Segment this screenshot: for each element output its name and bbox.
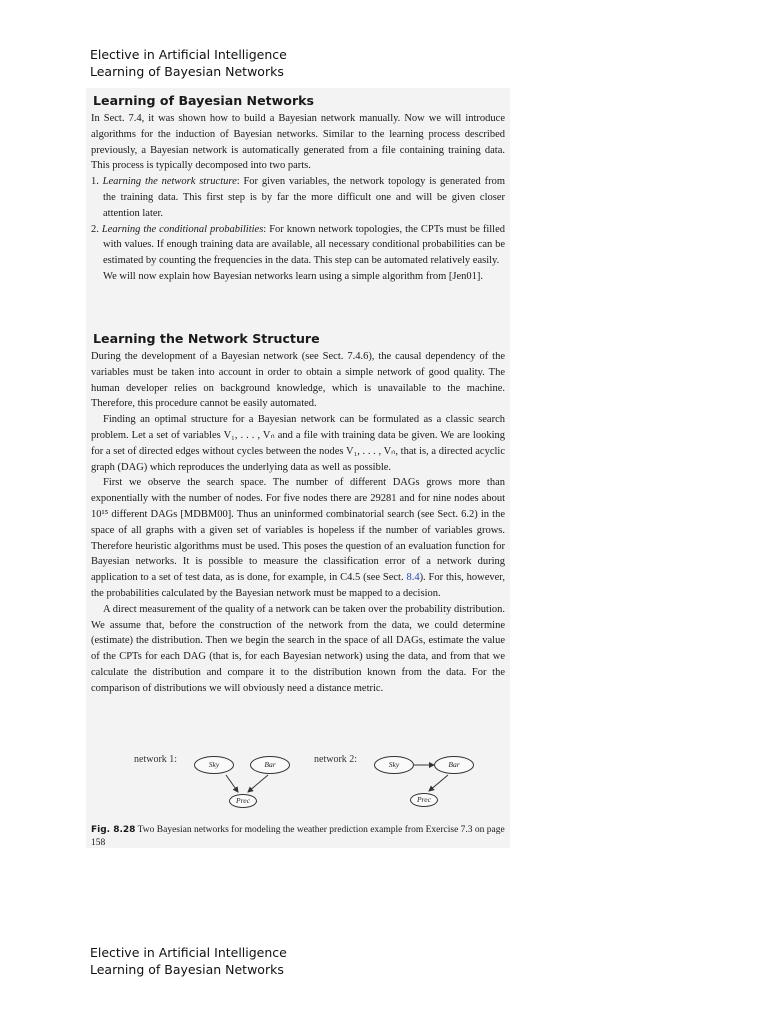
- net1-node-bar: Bar: [250, 756, 290, 774]
- list-item-2: [91, 222, 505, 269]
- net2-node-sky: Sky: [374, 756, 414, 774]
- edge-net1-sky-prec: [226, 775, 238, 792]
- section-2-body: [91, 349, 505, 697]
- section-link[interactable]: 8.4: [406, 572, 420, 584]
- list-item-1-text: : For given variables, the network topology is generated from the training data. This first step is by far the more difficult one and will be given closer attention later.: [103, 176, 505, 219]
- footer-line-2: Learning of Bayesian Networks: [90, 962, 284, 977]
- net1-node-prec: Prec: [229, 794, 257, 808]
- scanned-page: [86, 88, 510, 848]
- net2-node-bar: Bar: [434, 756, 474, 774]
- paragraph-4: A direct measurement of the quality of a network can be taken over the probability distribution. We assume that, before the construction of the network from the data, we could determine (estimate) the distribution. Then we begin the search in the space of all DAGs, estimate the value of the CPTs for each DAG (that is, for each Bayesian network) using the data, and from that we calculate the distribution and compare it to the distribution known from the data. For the comparison of distributions we will obviously need a distance metric.: [91, 603, 505, 694]
- paragraph-3: [91, 475, 505, 601]
- footer-line-1: Elective in Artificial Intelligence: [90, 945, 287, 960]
- paragraph-3-part-b: ). For this, however, the probabilities calculated by the Bayesian network must be mapped to a decision.: [91, 572, 505, 599]
- list-item-1: [91, 174, 505, 221]
- figure-caption-label: Fig. 8.28: [91, 825, 136, 835]
- net2-node-prec: Prec: [410, 793, 438, 807]
- list-item-2-title: Learning the conditional probabilities: [101, 223, 264, 235]
- edge-net2-bar-prec: [429, 775, 448, 791]
- network-1-label: network 1:: [134, 754, 178, 765]
- figure-caption-text: Two Bayesian networks for modeling the weather prediction example from Exercise 7.3 on page 158: [91, 825, 505, 848]
- section-1-body: [91, 111, 505, 285]
- section-heading-learning-network-structure: Learning the Network Structure: [93, 331, 320, 346]
- page-footer: [90, 944, 287, 978]
- figure-caption: [91, 824, 505, 850]
- list-item-1-title: Learning the network structure: [102, 176, 237, 188]
- section-heading-learning-bayesian-networks: Learning of Bayesian Networks: [93, 93, 315, 108]
- list-item-2-number: 2.: [91, 223, 99, 235]
- net1-node-sky: Sky: [194, 756, 234, 774]
- figure-bayesian-networks: [86, 748, 510, 818]
- list-item-2-text: : For known network topologies, the CPTs must be filled with values. If enough training data are available, all necessary conditional probabilities can be estimated by counting the frequencies in the data. This step can be automated relatively easily.: [103, 223, 506, 267]
- paragraph-1: During the development of a Bayesian network (see Sect. 7.4.6), the causal dependency of the variables must be taken into account in order to obtain a simple network of good quality. The human developer relies on background knowledge, which is unavailable to the machine. Therefore, this procedure cannot be easily automated.: [91, 351, 505, 410]
- list-item-1-number: 1.: [91, 176, 99, 188]
- outro-paragraph: We will now explain how Bayesian networks learn using a simple algorithm from [Jen01].: [103, 270, 483, 282]
- network-2-label: network 2:: [314, 754, 358, 765]
- page-header: [90, 46, 287, 80]
- intro-paragraph: In Sect. 7.4, it was shown how to build a Bayesian network manually. Now we will introduce algorithms for the induction of Bayesian networks. Similar to the learning process described previously, a Bayesian network is automatically generated from a file containing training data. This process is typically decomposed into two parts.: [91, 113, 505, 172]
- header-line-1: Elective in Artificial Intelligence: [90, 47, 287, 62]
- paragraph-2: Finding an optimal structure for a Bayesian network can be formulated as a classic search problem. Let a set of variables V₁, . . . , Vₙ and a file with training data be given. We are looking for a set of directed edges without cycles between the nodes V₁, . . . , Vₙ, that is, a directed acyclic graph (DAG) which reproduces the underlying data as well as possible.: [91, 414, 505, 473]
- paragraph-3-part-a: First we observe the search space. The number of different DAGs grows more than exponentially with the number of nodes. For five nodes there are 29281 and for nine nodes about 10¹⁵ different DAGs [MDBM00]. Thus an uninformed combinatorial search (see Sect. 6.2) in the space of all graphs with a given set of variables is hopeless if the number of variables grows. Therefore heuristic algorithms must be used. This poses the question of an evaluation function for Bayesian networks. It is possible to measure the classification error of a network during application to a set of test data, as is done, for example, in C4.5 (see Sect.: [91, 477, 505, 584]
- edge-net1-bar-prec: [248, 775, 268, 792]
- header-line-2: Learning of Bayesian Networks: [90, 64, 284, 79]
